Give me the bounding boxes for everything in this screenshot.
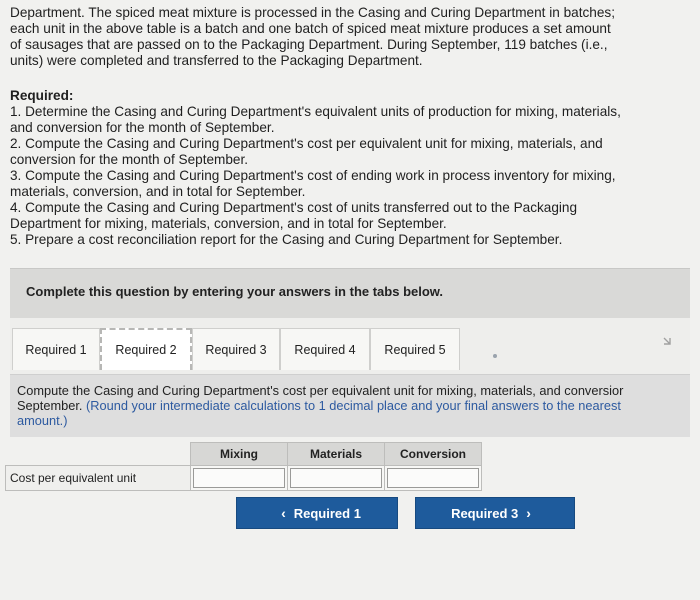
question-line: Compute the Casing and Curing Department's cost per equivalent unit for mixing, materials, and conversior (17, 383, 624, 398)
required-title: Required: (10, 88, 74, 103)
intro-line: units) were completed and transferred to the Packaging Department. (10, 53, 423, 68)
tab-label: Required 2 (115, 343, 177, 357)
required-line: and conversion for the month of September. (10, 120, 275, 135)
rounding-note: (Round your intermediate calculations to 1 decimal place and your final answers to the nearest (86, 398, 621, 413)
column-header-mixing: Mixing (191, 443, 288, 466)
row-label-cost-per-eu: Cost per equivalent unit (6, 466, 191, 491)
tab-required-1[interactable] (12, 328, 100, 370)
table-row (6, 466, 482, 491)
question-panel (10, 374, 690, 437)
conversion-input[interactable] (387, 468, 479, 488)
required-line: conversion for the month of September. (10, 152, 249, 167)
prev-button-label: Required 1 (293, 505, 361, 521)
complete-question-bar (10, 268, 690, 319)
question-line (17, 398, 689, 413)
rounding-note-end: amount.) (17, 413, 68, 428)
intro-text (10, 5, 690, 69)
required-line: 4. Compute the Casing and Curing Department's cost of units transferred out to the Packaging (10, 200, 578, 215)
tab-label: Required 4 (294, 342, 356, 357)
tab-label: Required 1 (25, 342, 87, 357)
conversion-cell (385, 466, 482, 491)
tab-required-2[interactable] (100, 328, 192, 370)
table-corner (6, 443, 191, 466)
tab-label: Required 5 (384, 342, 446, 357)
materials-cell (288, 466, 385, 491)
intro-line: of sausages that are passed on to the Packaging Department. During September, 119 batches (i.e., (10, 37, 608, 52)
materials-input[interactable] (290, 468, 382, 488)
next-required-button[interactable] (415, 497, 575, 529)
required-line: 3. Compute the Casing and Curing Department's cost of ending work in process inventory for mixing, (10, 168, 616, 183)
required-line: Department for mixing, materials, conversion, and in total for September. (10, 216, 447, 231)
dot-mark (493, 354, 497, 358)
tab-required-5[interactable] (370, 328, 460, 370)
required-line: materials, conversion, and in total for September. (10, 184, 306, 199)
prev-required-button[interactable] (236, 497, 398, 529)
table-header-row (6, 443, 482, 466)
required-line: 2. Compute the Casing and Curing Department's cost per equivalent unit for mixing, materials, and (10, 136, 603, 151)
answer-table-wrap (5, 442, 485, 491)
column-header-materials: Materials (288, 443, 385, 466)
question-text (17, 383, 689, 428)
required-line: 5. Prepare a cost reconciliation report for the Casing and Curing Department for September. (10, 232, 563, 247)
collapse-arrow-icon[interactable] (662, 336, 672, 346)
chevron-right-icon: › (526, 505, 531, 521)
tab-bar (10, 318, 690, 374)
required-section (10, 88, 690, 248)
tab-label: Required 3 (205, 342, 267, 357)
next-button-label: Required 3 (451, 505, 519, 521)
intro-line: each unit in the above table is a batch and one batch of spiced meat mixture produces a set amount (10, 21, 611, 36)
required-list (10, 104, 690, 248)
tab-required-3[interactable] (192, 328, 280, 370)
mixing-input[interactable] (193, 468, 285, 488)
complete-question-text: Complete this question by entering your answers in the tabs below. (26, 284, 444, 299)
intro-line: Department. The spiced meat mixture is processed in the Casing and Curing Department in batches; (10, 5, 615, 20)
chevron-left-icon: ‹ (281, 505, 286, 521)
mixing-cell (191, 466, 288, 491)
column-header-conversion: Conversion (385, 443, 482, 466)
tab-required-4[interactable] (280, 328, 370, 370)
question-line-start: September. (17, 398, 87, 413)
required-line: 1. Determine the Casing and Curing Department's equivalent units of production for mixing, materials, (10, 104, 621, 119)
answer-table (5, 442, 482, 491)
